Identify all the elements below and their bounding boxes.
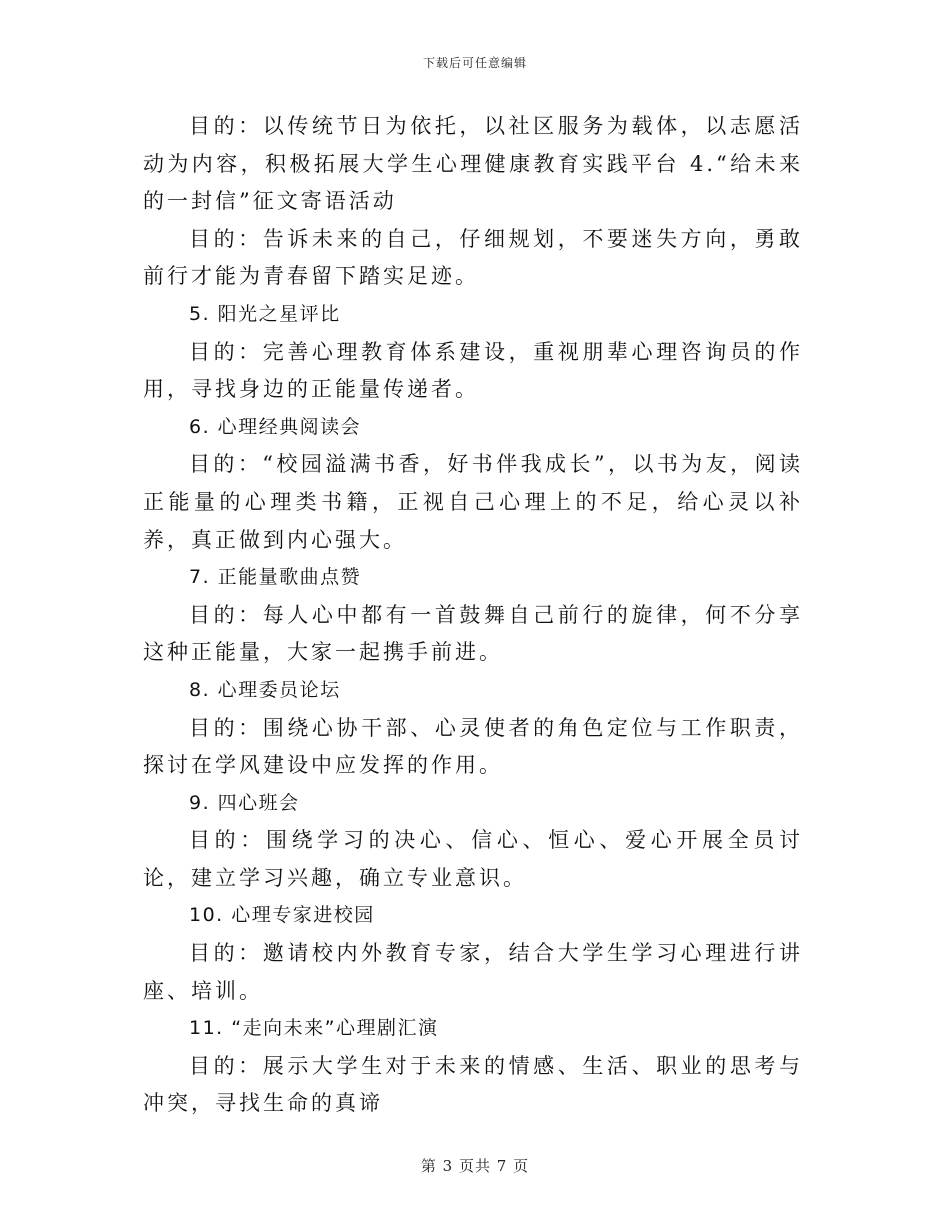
item-heading-5: 5. 阳光之星评比	[189, 302, 341, 325]
paragraph-purpose-letter: 目的：告诉未来的自己，仔细规划，不要迷失方向，勇敢前行才能为青春留下踏实足迹。	[143, 226, 803, 289]
item-heading-11: 11. “走向未来”心理剧汇演	[189, 1017, 439, 1040]
paragraph-purpose-8: 目的：围绕心协干部、心灵使者的角色定位与工作职责，探讨在学风建设中应发挥的作用。	[143, 715, 803, 778]
paragraph-purpose-5: 目的：完善心理教育体系建设，重视朋辈心理咨询员的作用，寻找身边的正能量传递者。	[143, 339, 803, 402]
paragraph-purpose-9: 目的：围绕学习的决心、信心、恒心、爱心开展全员讨论，建立学习兴趣，确立专业意识。	[143, 828, 803, 890]
paragraph-purpose-6: 目的：“校园溢满书香，好书伴我成长”，以书为友，阅读正能量的心理类书籍，正视自己心理上的不足，给心灵以补养，真正做到内心强大。	[143, 452, 803, 552]
paragraph-purpose-10: 目的：邀请校内外教育专家，结合大学生学习心理进行讲座、培训。	[143, 941, 803, 1003]
paragraph-purpose-11: 目的：展示大学生对于未来的情感、生活、职业的思考与冲突，寻找生命的真谛	[143, 1053, 803, 1116]
page-header: 下载后可任意编辑	[422, 56, 527, 70]
paragraph-purpose-4: 目的：以传统节日为依托，以社区服务为载体，以志愿活动为内容，积极拓展大学生心理健康教育实践平台 4.“给未来的一封信”征文寄语活动	[143, 114, 803, 214]
item-heading-10: 10. 心理专家进校园	[189, 904, 375, 927]
paragraph-purpose-7: 目的：每人心中都有一首鼓舞自己前行的旋律，何不分享这种正能量，大家一起携手前进。	[143, 602, 803, 665]
document-body	[143, 108, 803, 1123]
page-number-footer: 第 3 页共 7 页	[420, 1157, 530, 1175]
item-heading-9: 9. 四心班会	[189, 791, 300, 814]
item-heading-6: 6. 心理经典阅读会	[189, 415, 362, 438]
item-heading-8: 8. 心理委员论坛	[189, 678, 341, 701]
item-heading-7: 7. 正能量歌曲点赞	[189, 566, 362, 589]
